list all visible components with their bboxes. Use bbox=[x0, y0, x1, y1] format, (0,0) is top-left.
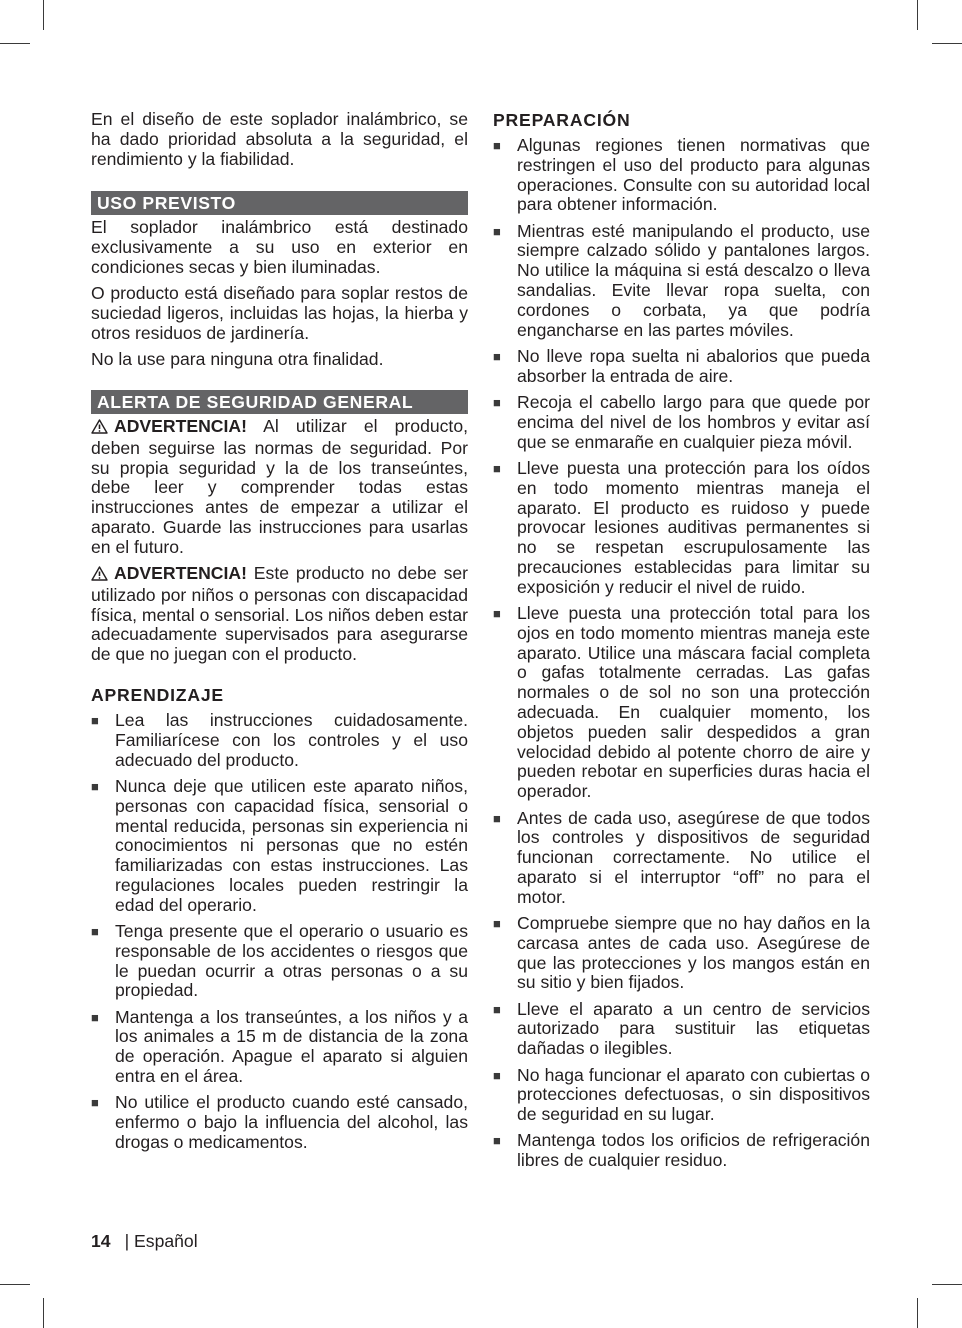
crop-mark bbox=[932, 43, 962, 44]
square-bullet-icon: ■ bbox=[493, 1001, 501, 1017]
warning-text: Al utilizar el producto, deben seguirse las normas de seguridad. Por su propia seguridad y la de los transeúntes, debe leer y comprender todas estas instrucciones antes de empezar a utilizar el aparato. Guarde las instrucciones para usarlas en el futuro. bbox=[91, 415, 468, 557]
right-column bbox=[493, 110, 870, 1178]
square-bullet-icon: ■ bbox=[91, 713, 99, 729]
crop-mark bbox=[932, 1284, 962, 1285]
square-bullet-icon: ■ bbox=[493, 1133, 501, 1149]
square-bullet-icon: ■ bbox=[493, 606, 501, 622]
list-item: ■ Antes de cada uso, asegúrese de que todos los controles y dispositivos de seguridad funcionan correctamente. No utilice el aparato si el interruptor “off” no para el motor. bbox=[493, 807, 870, 907]
list-item: ■ Lea las instrucciones cuidadosamente. Familiarícese con los controles y el uso adecuado del producto. bbox=[91, 710, 468, 770]
warning-paragraph bbox=[91, 564, 468, 665]
square-bullet-icon: ■ bbox=[493, 460, 501, 476]
page-footer bbox=[91, 1231, 198, 1251]
crop-mark bbox=[43, 1298, 44, 1328]
list-item: ■ Nunca deje que utilicen este aparato niños, personas con capacidad física, sensorial o mental reducida, personas sin experiencia ni conocimientos ni personas que no estén familiarizadas con estas instrucciones. Las regulaciones locales pueden restringir la edad del operario. bbox=[91, 775, 468, 915]
warning-paragraph bbox=[91, 417, 468, 558]
square-bullet-icon: ■ bbox=[91, 924, 99, 939]
square-bullet-icon: ■ bbox=[493, 138, 501, 153]
uso-previsto-paragraph: O producto está diseñado para soplar restos de suciedad ligeros, incluidas las hojas, la hierba y otros residuos de jardinería. bbox=[91, 283, 468, 343]
warning-text: Este producto no debe ser utilizado por niños o personas con discapacidad física, mental o sensorial. Los niños deben estar adecuadamente supervisados para asegurarse de que no juegan con el producto. bbox=[91, 563, 469, 665]
page-number: 14 bbox=[91, 1231, 111, 1251]
warning-label: ADVERTENCIA! bbox=[114, 415, 247, 436]
list-item: ■ No lleve ropa suelta ni abalorios que pueda absorber la entrada de aire. bbox=[493, 345, 870, 386]
crop-mark bbox=[0, 1284, 30, 1285]
crop-mark bbox=[917, 1298, 918, 1328]
square-bullet-icon: ■ bbox=[493, 810, 501, 826]
list-item: ■ Mantenga todos los orificios de refrigeración libres de cualquier residuo. bbox=[493, 1130, 870, 1171]
section-banner-uso-previsto: USO PREVISTO bbox=[91, 191, 468, 215]
section-banner-alerta: ALERTA DE SEGURIDAD GENERAL bbox=[91, 390, 468, 414]
aprendizaje-list bbox=[91, 711, 468, 1153]
list-item: ■ Mientras esté manipulando el producto, use siempre calzado sólido y pantalones largos. No utilice la máquina si está descalzo o lleva sandalias. Evite llevar ropa suelta, con cordones o corbata, ya que podría engancharse en las partes móviles. bbox=[493, 220, 870, 340]
intro-paragraph: En el diseño de este soplador inalámbrico, se ha dado prioridad absoluta a la seguridad, el rendimiento y la fiabilidad. bbox=[91, 109, 468, 169]
footer-language: | Español bbox=[124, 1231, 198, 1251]
square-bullet-icon: ■ bbox=[493, 223, 501, 239]
square-bullet-icon: ■ bbox=[91, 1009, 99, 1025]
warning-triangle-icon bbox=[91, 419, 108, 439]
square-bullet-icon: ■ bbox=[493, 348, 501, 364]
list-item: ■ Recoja el cabello largo para que quede por encima del nivel de los hombros y evitar así que se enmarañe en cualquier pieza móvil. bbox=[493, 392, 870, 452]
list-item: ■ Lleve puesta una protección para los oídos en todo momento mientras maneja el aparato. El producto es ruidoso y puede provocar lesiones auditivas permanentes si no se respetan escrupulosamente las precauciones establecidas para limitar su exposición y reducir el nivel de ruido. bbox=[493, 457, 870, 597]
list-item: ■ Tenga presente que el operario o usuario es responsable de los accidentes o riesgos que le puedan ocurrir a otras personas o a su propiedad. bbox=[91, 921, 468, 1001]
crop-mark bbox=[0, 43, 30, 44]
list-item: ■ Compruebe siempre que no hay daños en la carcasa antes de cada uso. Asegúrese de que las protecciones y los mangos están en su sitio y bien fijados. bbox=[493, 912, 870, 993]
left-column bbox=[91, 110, 468, 1159]
warning-triangle-icon bbox=[91, 566, 108, 586]
square-bullet-icon: ■ bbox=[493, 915, 501, 931]
list-item: ■ Algunas regiones tienen normativas que restringen el uso del producto para algunas operaciones. Consulte con su autoridad local para obtener información. bbox=[493, 135, 870, 215]
list-item: ■ No utilice el producto cuando esté cansado, enfermo o bajo la influencia del alcohol, las drogas o medicamentos. bbox=[91, 1092, 468, 1152]
uso-previsto-paragraph: No la use para ninguna otra finalidad. bbox=[91, 349, 384, 370]
list-item: ■ Lleve puesta una protección total para los ojos en todo momento mientras maneja este aparato. Utilice una máscara facial completa o gafas totalmente cerradas. Las gafas normales o de sol no son una protección adecuada. En cualquier momento, los objetos pueden salir despedidos a gran velocidad debido al potente chorro de aire y pueden rebotar en superficies duras hacia el operador. bbox=[493, 603, 870, 802]
warning-label: ADVERTENCIA! bbox=[114, 563, 247, 584]
square-bullet-icon: ■ bbox=[91, 1095, 99, 1111]
section-heading-preparacion: PREPARACIÓN bbox=[493, 110, 631, 130]
preparacion-list bbox=[493, 136, 870, 1171]
uso-previsto-paragraph: El soplador inalámbrico está destinado exclusivamente a su uso en exterior en condiciones secas y bien iluminadas. bbox=[91, 217, 468, 277]
section-heading-aprendizaje: APRENDIZAJE bbox=[91, 685, 224, 706]
crop-mark bbox=[43, 0, 44, 30]
square-bullet-icon: ■ bbox=[91, 778, 99, 794]
list-item: ■ No haga funcionar el aparato con cubiertas o protecciones defectuosas, o sin dispositivos de seguridad en su lugar. bbox=[493, 1064, 870, 1125]
list-item: ■ Lleve el aparato a un centro de servicios autorizado para sustituir las etiquetas dañadas o ilegibles. bbox=[493, 998, 870, 1059]
list-item: ■ Mantenga a los transeúntes, a los niños y a los animales a 15 m de distancia de la zona de operación. Apague el aparato si alguien entra en el área. bbox=[91, 1006, 468, 1087]
square-bullet-icon: ■ bbox=[493, 1067, 501, 1083]
crop-mark bbox=[917, 0, 918, 30]
square-bullet-icon: ■ bbox=[493, 395, 501, 411]
